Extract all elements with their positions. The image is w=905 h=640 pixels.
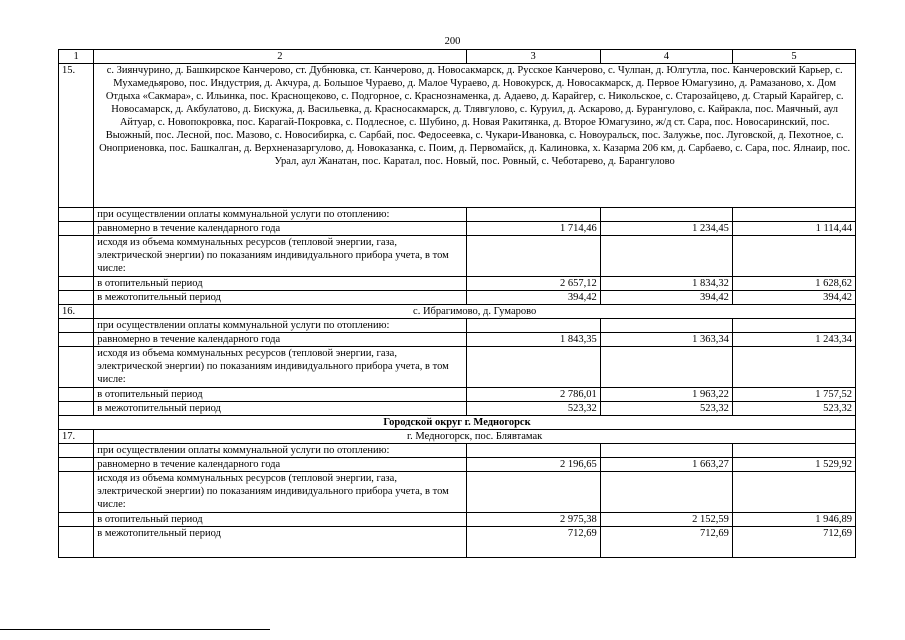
table-row [59,472,856,513]
value-cell: 712,69 [600,527,732,558]
value-cell: 1 946,89 [732,513,855,527]
location-row [59,430,856,444]
table-row [59,291,856,305]
row-number: 17. [59,430,94,444]
heat-header-label: при осуществлении оплаты коммунальной услуги по отоплению: [94,208,466,222]
column-header: 4 [600,50,732,64]
district-heading-row [59,416,856,430]
table-row [59,444,856,458]
uniform-label: равномерно в течение календарного года [94,333,466,347]
heat-header-label: при осуществлении оплаты коммунальной услуги по отоплению: [94,444,466,458]
location-row [59,305,856,319]
value-cell: 1 114,44 [732,222,855,236]
uniform-label: равномерно в течение календарного года [94,222,466,236]
column-header: 2 [94,50,466,64]
meter-label: исходя из объема коммунальных ресурсов (тепловой энергии, газа, электрической энергии) по показаниям индивидуального прибора учета, в том числе: [94,347,466,388]
column-header: 5 [732,50,855,64]
value-cell: 2 657,12 [466,277,600,291]
value-cell: 1 243,34 [732,333,855,347]
value-cell: 523,32 [732,402,855,416]
table-row [59,277,856,291]
value-cell: 394,42 [732,291,855,305]
heating-label: в отопительный период [94,388,466,402]
value-cell: 712,69 [466,527,600,558]
row-number: 15. [59,64,94,208]
value-cell: 1 234,45 [600,222,732,236]
between-label: в межотопительный период [94,527,466,558]
value-cell: 2 975,38 [466,513,600,527]
value-cell: 394,42 [466,291,600,305]
value-cell: 1 363,34 [600,333,732,347]
value-cell: 1 628,62 [732,277,855,291]
value-cell: 1 843,35 [466,333,600,347]
table-row [59,319,856,333]
table-row [59,402,856,416]
table-row [59,513,856,527]
row-number: 16. [59,305,94,319]
value-cell: 1 963,22 [600,388,732,402]
footnote-divider [0,629,270,630]
value-cell: 2 786,01 [466,388,600,402]
value-cell: 394,42 [600,291,732,305]
page-number: 200 [444,36,461,47]
heat-header-label: при осуществлении оплаты коммунальной услуги по отоплению: [94,319,466,333]
heating-label: в отопительный период [94,277,466,291]
value-cell: 1 834,32 [600,277,732,291]
value-cell: 523,32 [466,402,600,416]
table-row [59,458,856,472]
tariff-table [58,49,856,558]
column-header: 3 [466,50,600,64]
location-list: с. Ибрагимово, д. Гумарово [94,305,856,319]
uniform-label: равномерно в течение календарного года [94,458,466,472]
between-label: в межотопительный период [94,402,466,416]
district-heading: Городской округ г. Медногорск [59,416,856,430]
value-cell: 1 714,46 [466,222,600,236]
value-cell: 1 757,52 [732,388,855,402]
table-row [59,208,856,222]
table-row [59,347,856,388]
table-row [59,222,856,236]
value-cell: 2 152,59 [600,513,732,527]
location-list: с. Зиянчурино, д. Башкирское Канчерово, ст. Дубнювка, ст. Канчерово, д. Новосакмарск, д. Русское Канчерово, с. Чулпан, д. Юлгутла, пос. Канчеровский Карьер, с. Мухамедьярово, пос. Индустрия, д. Акчура, д. Большое Чураево, д. Малое Чураево, д. Новокурск, д. Новосакмарск, д. Первое Юмагузино, д. Рамазаново, х. Дом Отдыха «Сакмара», с. Ильинка, пос. Краснощеково, с. Подгорное, с. Краснознаменка, д. Адаево, д. Карайгер, с. Никольское, с. Старозайцево, д. Старый Карайгер, с. Новосамарск, д. Акбулатово, д. Бискужа, д. Васильевка, д. Красносакмарск, д. Тлявгулово, с. Куруил, д. Аскарово, д. Бурангулово, с. Кайракла, пос. Маячный, аул Айтуар, с. Новопокровка, пос. Карагай-Покровка, с. Подлесное, с. Шубино, д. Новая Ракитянка, д. Второе Юмагузино, ж/д ст. Сара, пос. Новосаринский, пос. Выожный, пос. Лесной, пос. Мазово, с. Новосибирка, с. Сарбай, пос. Федосеевка, с. Чукари-Ивановка, с. Новоуральск, пос. Залужье, пос. Луговской, д. Пехотное, с. Оноприеновка, пос. Башкалган, д. Верхненазаргулово, д. Новоказанка, с. Поим, д. Первомайск, д. Калиновка, х. Казарма 206 км, д. Сарбаево, с. Сара, пос. Ялнаир, пос. Урал, аул Жанатан, пос. Каратал, пос. Новый, пос. Ровный, с. Чеботарево, д. Барангулово [94,64,856,208]
column-header: 1 [59,50,94,64]
meter-label: исходя из объема коммунальных ресурсов (тепловой энергии, газа, электрической энергии) по показаниям индивидуального прибора учета, в том числе: [94,472,466,513]
heating-label: в отопительный период [94,513,466,527]
between-label: в межотопительный период [94,291,466,305]
value-cell: 1 663,27 [600,458,732,472]
table-row [59,236,856,277]
meter-label: исходя из объема коммунальных ресурсов (тепловой энергии, газа, электрической энергии) по показаниям индивидуального прибора учета, в том числе: [94,236,466,277]
value-cell: 712,69 [732,527,855,558]
value-cell: 523,32 [600,402,732,416]
table-row [59,388,856,402]
location-row [59,64,856,208]
value-cell: 1 529,92 [732,458,855,472]
location-list: г. Медногорск, пос. Блявтамак [94,430,856,444]
table-row [59,333,856,347]
table-row [59,527,856,558]
value-cell: 2 196,65 [466,458,600,472]
column-number-row [59,50,856,64]
